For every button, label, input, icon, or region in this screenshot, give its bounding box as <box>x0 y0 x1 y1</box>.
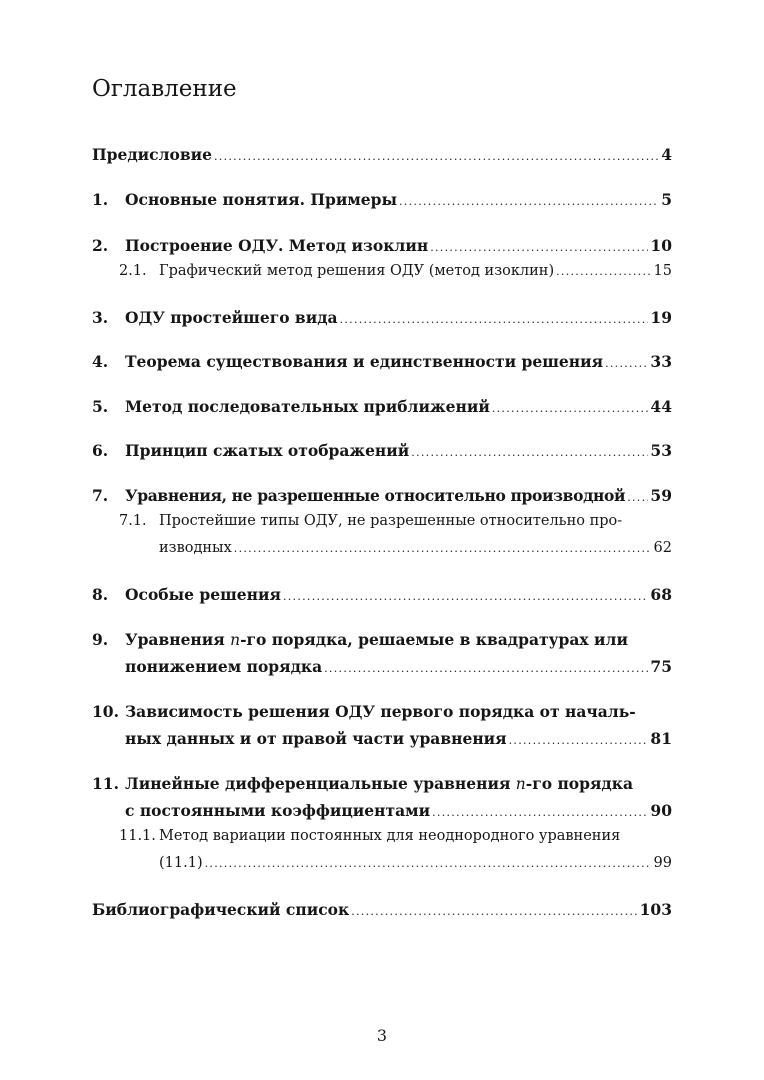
toc-entry-6[interactable] <box>92 441 672 460</box>
toc-entry-number: 2.1. <box>119 263 147 279</box>
toc-entry-number: 3. <box>92 308 109 327</box>
toc-entry-text: Библиографический список <box>92 900 350 919</box>
toc-leader-dots <box>411 446 648 459</box>
toc-entry-page: 90 <box>650 801 672 820</box>
toc-leader-dots <box>234 542 652 555</box>
toc-entry-7-1-line1 <box>119 513 622 529</box>
toc-entry-11-1-line1 <box>119 828 620 844</box>
toc-leader-dots <box>492 402 649 415</box>
toc-entry-1[interactable] <box>92 190 672 209</box>
toc-entry-number: 6. <box>92 441 109 460</box>
toc-entry-preface[interactable] <box>92 145 672 164</box>
toc-entry-text: изводных <box>159 540 232 556</box>
toc-entry-2[interactable] <box>92 236 672 255</box>
toc-entry-number: 2. <box>92 236 109 255</box>
toc-entry-11[interactable] <box>125 801 672 820</box>
toc-entry-page: 33 <box>650 352 672 371</box>
toc-entry-text-line1-post: -го порядка, решаемые в квадратурах или <box>240 630 628 649</box>
toc-leader-dots <box>556 265 651 278</box>
toc-entry-number: 7. <box>92 486 109 505</box>
toc-entry-11-1[interactable] <box>159 855 672 871</box>
math-variable-n: n <box>230 631 241 649</box>
toc-entry-bibliography[interactable] <box>92 900 672 919</box>
toc-entry-2-1[interactable] <box>119 263 672 279</box>
toc-entry-page: 10 <box>650 236 672 255</box>
toc-leader-dots <box>509 734 649 747</box>
toc-entry-text: ных данных и от правой части уравнения <box>125 729 507 748</box>
toc-entry-text-line1: Зависимость решения ОДУ первого порядка от началь- <box>125 702 636 721</box>
toc-entry-3[interactable] <box>92 308 672 327</box>
toc-entry-text-line1-pre: Линейные дифференциальные уравнения <box>125 774 516 793</box>
toc-leader-dots <box>605 357 648 370</box>
toc-leader-dots <box>283 590 648 603</box>
toc-entry-number: 7.1. <box>119 513 147 529</box>
toc-entry-7-1[interactable] <box>159 540 672 556</box>
toc-entry-7[interactable] <box>92 486 672 505</box>
toc-entry-8[interactable] <box>92 585 672 604</box>
toc-entry-page: 99 <box>653 855 672 871</box>
toc-entry-text: Основные понятия. Примеры <box>125 190 398 209</box>
toc-leader-dots <box>399 195 659 208</box>
toc-entry-text-line1: Метод вариации постоянных для неоднородного уравнения <box>159 828 621 844</box>
toc-entry-text-line1-pre: Уравнения <box>125 630 231 649</box>
toc-leader-dots <box>430 241 648 254</box>
toc-entry-text: понижением порядка <box>125 657 323 676</box>
toc-entry-text: Принцип сжатых отображений <box>125 441 410 460</box>
toc-entry-11-line1 <box>92 774 633 793</box>
toc-entry-page: 81 <box>650 729 672 748</box>
toc-entry-number: 11.1. <box>119 828 156 844</box>
toc-entry-number: 10. <box>92 702 119 721</box>
toc-entry-text: Предисловие <box>92 145 212 164</box>
toc-leader-dots <box>432 806 648 819</box>
toc-title: Оглавление <box>92 76 237 102</box>
toc-entry-page: 5 <box>661 190 672 209</box>
toc-entry-page: 4 <box>661 145 672 164</box>
page-number: 3 <box>376 1026 388 1045</box>
toc-entry-page: 59 <box>650 486 672 505</box>
toc-entry-page: 62 <box>653 540 672 556</box>
math-variable-n: n <box>515 775 526 793</box>
toc-entry-number: 1. <box>92 190 109 209</box>
toc-entry-text: Теорема существования и единственности решения <box>125 352 604 371</box>
toc-entry-number: 4. <box>92 352 109 371</box>
toc-entry-text: Графический метод решения ОДУ (метод изоклин) <box>159 263 555 279</box>
toc-entry-text: ОДУ простейшего вида <box>125 308 338 327</box>
toc-entry-10[interactable] <box>125 729 672 748</box>
toc-entry-page: 103 <box>639 900 672 919</box>
toc-leader-dots <box>205 857 652 870</box>
toc-entry-text-line1-post: -го порядка <box>525 774 633 793</box>
toc-entry-10-line1 <box>92 702 636 721</box>
toc-leader-dots <box>324 662 648 675</box>
toc-entry-text: Построение ОДУ. Метод изоклин <box>125 236 429 255</box>
toc-entry-number: 9. <box>92 630 109 649</box>
toc-entry-number: 8. <box>92 585 109 604</box>
toc-entry-9[interactable] <box>125 657 672 676</box>
toc-leader-dots <box>214 150 659 163</box>
toc-leader-dots <box>627 491 648 504</box>
toc-entry-page: 44 <box>650 397 672 416</box>
toc-entry-page: 53 <box>650 441 672 460</box>
toc-entry-page: 19 <box>650 308 672 327</box>
toc-entry-4[interactable] <box>92 352 672 371</box>
toc-entry-page: 68 <box>650 585 672 604</box>
toc-entry-9-line1 <box>92 630 628 649</box>
toc-entry-text: с постоянными коэффициентами <box>125 801 431 820</box>
toc-entry-text: Особые решения <box>125 585 281 604</box>
toc-entry-number: 5. <box>92 397 109 416</box>
toc-leader-dots <box>340 313 649 326</box>
toc-entry-text: Уравнения, не разрешенные относительно производной <box>125 486 626 505</box>
toc-entry-text-line1: Простейшие типы ОДУ, не разрешенные относительно про- <box>159 513 623 529</box>
toc-entry-5[interactable] <box>92 397 672 416</box>
toc-entry-page: 75 <box>650 657 672 676</box>
toc-entry-number: 11. <box>92 774 119 793</box>
toc-entry-text: (11.1) <box>159 855 203 871</box>
toc-leader-dots <box>351 905 637 918</box>
toc-entry-text: Метод последовательных приближений <box>125 397 490 416</box>
toc-entry-page: 15 <box>653 263 672 279</box>
